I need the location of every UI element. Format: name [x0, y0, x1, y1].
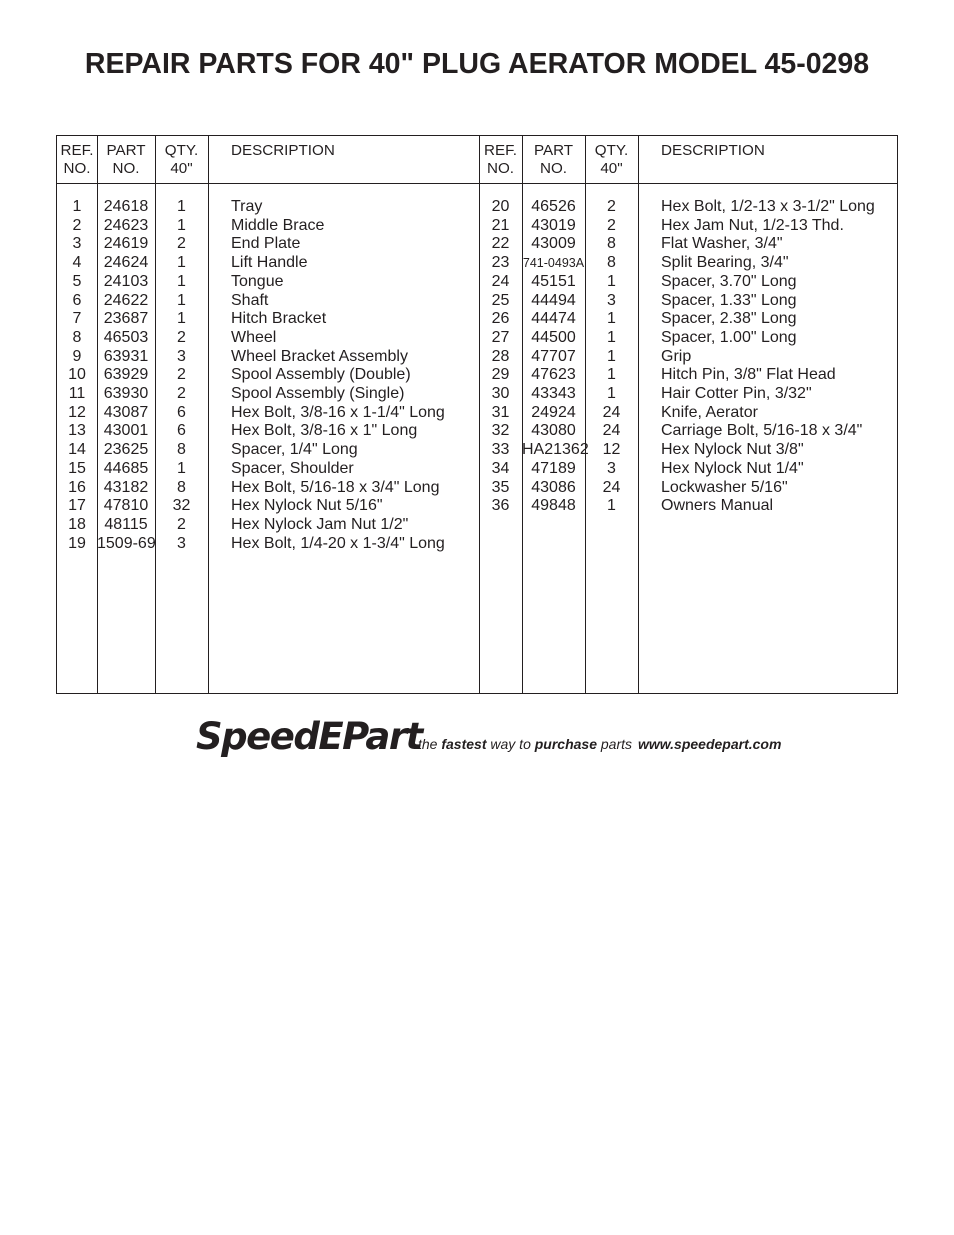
- cell-qty: 1: [177, 216, 186, 234]
- cell-ref: 6: [72, 291, 82, 309]
- cell-ref: 4: [72, 254, 82, 272]
- header-description-left: DESCRIPTION: [231, 142, 335, 159]
- cell-ref: 16: [68, 478, 86, 496]
- cell-part: 43001: [103, 422, 149, 440]
- cell-ref: 36: [491, 497, 510, 515]
- cell-ref: 17: [68, 497, 86, 515]
- cell-ref: 19: [68, 534, 86, 552]
- header-part-left: PART NO.: [106, 142, 146, 177]
- cell-desc: Hex Nylock Nut 3/8": [661, 441, 804, 459]
- cell-part: 1509-69: [97, 534, 156, 552]
- cell-part: 49848: [531, 497, 576, 515]
- cell-desc: Carriage Bolt, 5/16-18 x 3/4": [661, 422, 863, 440]
- cell-ref: 31: [491, 403, 510, 421]
- cell-desc: Split Bearing, 3/4": [661, 254, 789, 272]
- cell-qty: 2: [177, 366, 186, 384]
- cell-part: 44494: [531, 291, 576, 309]
- speedepart-logo: SpeedEPart: [196, 715, 422, 758]
- cell-qty: 8: [177, 478, 186, 496]
- cell-qty: 1: [177, 198, 186, 215]
- cell-part: 24624: [103, 254, 149, 272]
- cell-part: 43182: [103, 478, 149, 496]
- cell-ref: 14: [68, 441, 86, 459]
- cell-part: HA21362: [522, 441, 589, 459]
- cell-desc: Hex Nylock Jam Nut 1/2": [231, 515, 409, 533]
- cell-part: 43080: [531, 422, 576, 440]
- cell-part: 43086: [531, 478, 576, 496]
- cell-desc: Hex Bolt, 5/16-18 x 3/4" Long: [231, 478, 440, 496]
- cell-desc: Wheel Bracket Assembly: [231, 347, 408, 365]
- cell-qty: 2: [177, 235, 186, 253]
- cell-qty: 32: [172, 497, 191, 515]
- cell-qty: 3: [607, 291, 616, 309]
- cell-ref: 2: [72, 216, 82, 234]
- website-url[interactable]: www.speedepart.com: [638, 736, 782, 752]
- cell-desc: Spacer, 1.00" Long: [661, 328, 797, 346]
- cell-part: 43343: [531, 385, 576, 402]
- cell-qty: 1: [177, 291, 186, 309]
- cell-desc: Spacer, 3.70" Long: [661, 272, 797, 290]
- cell-part: 63929: [103, 366, 149, 384]
- cell-qty: 2: [607, 216, 616, 234]
- cell-part: 44685: [103, 459, 149, 477]
- cell-part: 24623: [103, 216, 149, 234]
- cell-desc: Knife, Aerator: [661, 403, 758, 421]
- cell-part: 741-0493A: [522, 256, 585, 271]
- cell-desc: Flat Washer, 3/4": [661, 235, 783, 253]
- cell-ref: 26: [491, 310, 510, 328]
- cell-part: 47189: [531, 459, 576, 477]
- cell-qty: 1: [607, 328, 616, 346]
- cell-desc: Spacer, 2.38" Long: [661, 310, 797, 328]
- cell-qty: 1: [607, 272, 616, 290]
- cell-desc: Owners Manual: [661, 497, 774, 515]
- cell-desc: Spool Assembly (Single): [231, 385, 405, 402]
- cell-ref: 15: [68, 459, 86, 477]
- cell-qty: 2: [607, 198, 616, 215]
- cell-part: 44474: [531, 310, 576, 328]
- cell-qty: 24: [602, 478, 621, 496]
- cell-ref: 24: [491, 272, 510, 290]
- cell-desc: Grip: [661, 347, 692, 365]
- cell-ref: 1: [72, 198, 82, 215]
- cell-ref: 30: [491, 385, 510, 402]
- cell-qty: 1: [177, 254, 186, 272]
- cell-part: 24622: [103, 291, 149, 309]
- cell-part: 45151: [531, 272, 576, 290]
- cell-desc: Middle Brace: [231, 216, 325, 234]
- cell-qty: 2: [177, 515, 186, 533]
- cell-ref: 7: [72, 310, 82, 328]
- cell-part: 47707: [531, 347, 576, 365]
- cell-ref: 32: [491, 422, 510, 440]
- cell-qty: 24: [602, 403, 621, 421]
- cell-desc: Spool Assembly (Double): [231, 366, 411, 384]
- cell-qty: 3: [607, 459, 616, 477]
- cell-ref: 34: [491, 459, 510, 477]
- cell-part: 23625: [103, 441, 149, 459]
- cell-part: 24924: [531, 403, 576, 421]
- cell-desc: Tongue: [231, 272, 284, 290]
- cell-ref: 21: [491, 216, 510, 234]
- header-description-right: DESCRIPTION: [661, 142, 765, 159]
- cell-part: 46526: [531, 198, 576, 215]
- cell-qty: 8: [607, 254, 616, 272]
- cell-ref: 29: [491, 366, 510, 384]
- cell-qty: 2: [177, 385, 186, 402]
- cell-part: 43009: [531, 235, 576, 253]
- cell-desc: Hex Bolt, 3/8-16 x 1" Long: [231, 422, 418, 440]
- cell-ref: 5: [72, 272, 82, 290]
- cell-desc: Tray: [231, 198, 263, 215]
- cell-qty: 8: [607, 235, 616, 253]
- header-qty-right: QTY. 40": [594, 142, 629, 177]
- cell-qty: 1: [177, 310, 186, 328]
- header-part-right: PART NO.: [533, 142, 574, 177]
- cell-ref: 13: [68, 422, 86, 440]
- cell-qty: 12: [602, 441, 621, 459]
- cell-qty: 1: [607, 497, 616, 515]
- cell-qty: 1: [607, 310, 616, 328]
- parts-table: [56, 135, 898, 694]
- cell-ref: 33: [491, 441, 510, 459]
- cell-ref: 12: [68, 403, 86, 421]
- header-divider: [57, 183, 897, 184]
- cell-qty: 8: [177, 441, 186, 459]
- cell-desc: Hex Bolt, 3/8-16 x 1-1/4" Long: [231, 403, 445, 421]
- cell-desc: Hex Nylock Nut 1/4": [661, 459, 804, 477]
- cell-ref: 8: [72, 328, 82, 346]
- header-ref-left: REF. NO.: [60, 142, 94, 177]
- cell-ref: 27: [491, 328, 510, 346]
- column-divider: [638, 136, 639, 693]
- cell-qty: 1: [607, 385, 616, 402]
- cell-desc: Hex Bolt, 1/2-13 x 3-1/2" Long: [661, 198, 875, 215]
- cell-ref: 28: [491, 347, 510, 365]
- cell-qty: 6: [177, 403, 186, 421]
- tagline: the fastest way to purchase parts: [418, 736, 633, 752]
- cell-qty: 6: [177, 422, 186, 440]
- cell-desc: Hex Bolt, 1/4-20 x 1-3/4" Long: [231, 534, 445, 552]
- cell-desc: Hitch Bracket: [231, 310, 327, 328]
- cell-desc: Spacer, Shoulder: [231, 459, 354, 477]
- cell-part: 24103: [103, 272, 149, 290]
- cell-part: 47810: [103, 497, 149, 515]
- cell-part: 44500: [531, 328, 576, 346]
- cell-part: 24619: [103, 235, 149, 253]
- cell-ref: 25: [491, 291, 510, 309]
- cell-part: 46503: [103, 328, 149, 346]
- cell-desc: End Plate: [231, 235, 301, 253]
- cell-desc: Lockwasher 5/16": [661, 478, 788, 496]
- cell-qty: 1: [607, 347, 616, 365]
- cell-desc: Shaft: [231, 291, 269, 309]
- cell-part: 43087: [103, 403, 149, 421]
- cell-ref: 11: [68, 385, 86, 402]
- cell-desc: Lift Handle: [231, 254, 308, 272]
- cell-ref: 20: [491, 198, 510, 215]
- cell-part: 24618: [103, 198, 149, 215]
- cell-qty: 3: [177, 534, 186, 552]
- page-title: REPAIR PARTS FOR 40" PLUG AERATOR MODEL 45-0298: [84, 48, 870, 80]
- cell-ref: 9: [72, 347, 82, 365]
- cell-qty: 2: [177, 328, 186, 346]
- cell-qty: 1: [177, 272, 186, 290]
- header-qty-left: QTY. 40": [164, 142, 199, 177]
- cell-ref: 22: [491, 235, 510, 253]
- header-ref-right: REF. NO.: [484, 142, 517, 177]
- footer: [196, 716, 816, 756]
- cell-desc: Spacer, 1.33" Long: [661, 291, 797, 309]
- column-divider: [208, 136, 209, 693]
- cell-qty: 24: [602, 422, 621, 440]
- cell-ref: 23: [491, 254, 510, 272]
- cell-ref: 18: [68, 515, 86, 533]
- cell-desc: Wheel: [231, 328, 277, 346]
- cell-desc: Hitch Pin, 3/8" Flat Head: [661, 366, 836, 384]
- cell-qty: 1: [177, 459, 186, 477]
- cell-desc: Hex Jam Nut, 1/2-13 Thd.: [661, 216, 844, 234]
- cell-part: 23687: [103, 310, 149, 328]
- cell-part: 48115: [104, 515, 148, 533]
- cell-ref: 35: [491, 478, 510, 496]
- cell-qty: 1: [607, 366, 616, 384]
- cell-part: 47623: [531, 366, 576, 384]
- cell-ref: 3: [72, 235, 82, 253]
- cell-desc: Spacer, 1/4" Long: [231, 441, 358, 459]
- cell-desc: Hex Nylock Nut 5/16": [231, 497, 383, 515]
- cell-ref: 10: [68, 366, 86, 384]
- cell-part: 43019: [531, 216, 576, 234]
- cell-part: 63931: [103, 347, 149, 365]
- cell-part: 63930: [103, 385, 149, 402]
- cell-desc: Hair Cotter Pin, 3/32": [661, 385, 812, 402]
- cell-qty: 3: [177, 347, 186, 365]
